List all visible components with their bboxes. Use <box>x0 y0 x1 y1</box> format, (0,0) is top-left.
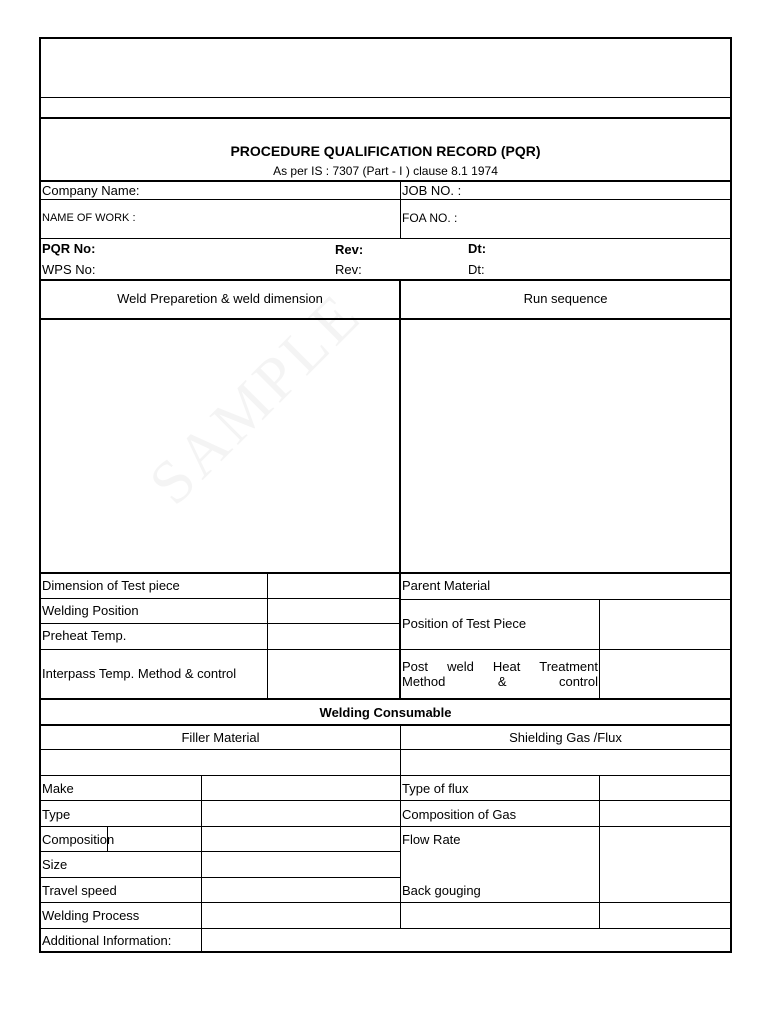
additional-info-label: Additional Information: <box>42 933 172 948</box>
size-label: Size <box>42 857 68 872</box>
rule <box>41 928 730 929</box>
rule <box>41 572 730 574</box>
back-gouging-label: Back gouging <box>402 883 481 898</box>
dt-label: Dt: <box>468 262 485 277</box>
consumable-heading: Welding Consumable <box>319 705 452 720</box>
pwht-label: Post weld Heat Treatment Method & control <box>402 659 598 689</box>
rule <box>267 572 268 698</box>
rev-label: Rev: <box>335 242 364 257</box>
rev-label: Rev: <box>335 262 362 277</box>
pqr-no-label: PQR No: <box>42 241 96 256</box>
name-of-work-label: NAME OF WORK : <box>42 212 136 224</box>
rule <box>41 318 730 320</box>
shielding-gas-heading: Shielding Gas /Flux <box>509 730 622 745</box>
preheat-label: Preheat Temp. <box>42 628 127 643</box>
rule <box>400 599 730 600</box>
dimension-label: Dimension of Test piece <box>42 578 180 593</box>
form-title: PROCEDURE QUALIFICATION RECORD (PQR) <box>230 143 541 159</box>
rule <box>201 775 202 953</box>
filler-material-heading: Filler Material <box>181 730 260 745</box>
company-name-label: Company Name: <box>42 183 140 198</box>
rule <box>599 775 600 928</box>
rule <box>41 902 730 903</box>
rule <box>41 724 730 726</box>
rule <box>599 599 600 698</box>
sample-watermark <box>136 279 376 519</box>
run-sequence-heading: Run sequence <box>523 291 608 306</box>
rule <box>41 698 730 700</box>
rule <box>41 180 730 182</box>
interpass-label: Interpass Temp. Method & control <box>42 666 237 681</box>
position-test-piece-label: Position of Test Piece <box>402 616 527 631</box>
form-subtitle: As per IS : 7307 (Part - I ) clause 8.1 1974 <box>273 164 498 178</box>
rule <box>41 877 400 878</box>
dt-label: Dt: <box>468 241 487 256</box>
travel-speed-label: Travel speed <box>42 883 117 898</box>
rule <box>41 117 730 119</box>
flow-rate-label: Flow Rate <box>402 832 461 847</box>
welding-position-label: Welding Position <box>42 603 139 618</box>
pqr-form <box>39 37 732 953</box>
wps-no-label: WPS No: <box>42 262 96 277</box>
rule <box>41 800 730 801</box>
type-label: Type <box>42 807 71 822</box>
composition-label: Composition <box>42 832 115 847</box>
rule <box>400 180 401 238</box>
welding-process-label: Welding Process <box>42 908 140 923</box>
rule <box>41 851 400 852</box>
rule <box>41 279 730 281</box>
weld-prep-heading: Weld Preparetion & weld dimension <box>117 291 323 306</box>
foa-no-label: FOA NO. : <box>402 211 458 225</box>
rule <box>400 724 401 928</box>
make-label: Make <box>42 781 74 796</box>
rule <box>41 238 730 239</box>
rule <box>41 199 730 200</box>
rule <box>41 598 399 599</box>
composition-gas-label: Composition of Gas <box>402 807 517 822</box>
rule <box>41 826 730 827</box>
rule <box>41 623 399 624</box>
type-of-flux-label: Type of flux <box>402 781 469 796</box>
rule <box>41 775 730 776</box>
rule <box>399 279 401 698</box>
rule <box>41 97 730 98</box>
rule <box>41 749 730 750</box>
job-no-label: JOB NO. : <box>402 183 462 198</box>
parent-material-label: Parent Material <box>402 578 491 593</box>
rule <box>41 649 730 650</box>
